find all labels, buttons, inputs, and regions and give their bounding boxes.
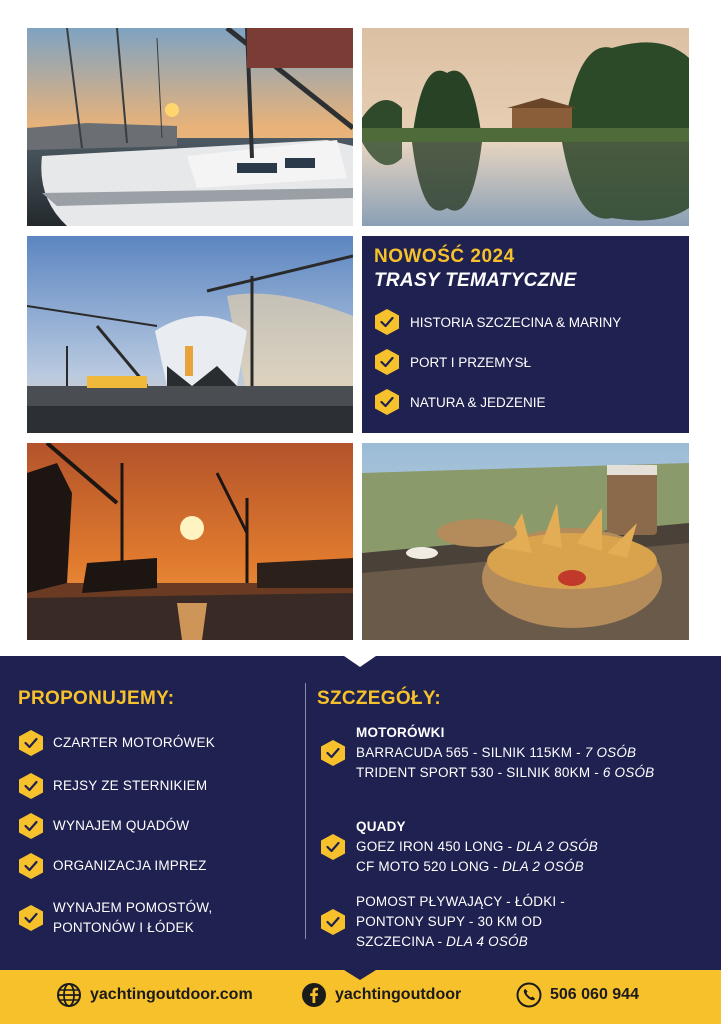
check-hex-icon [18, 904, 44, 932]
news-title-year: NOWOŚĆ 2024 [374, 246, 515, 267]
check-hex-icon [18, 852, 44, 880]
panel-notch [344, 656, 376, 667]
phone-icon [516, 982, 542, 1008]
detail-heading: QUADY [356, 819, 406, 834]
offer-item [18, 852, 207, 880]
check-hex-icon [18, 729, 44, 757]
detail-motorboats [320, 723, 654, 783]
footer-website[interactable] [56, 982, 253, 1008]
facebook-icon [301, 982, 327, 1008]
detail-line: GOEZ IRON 450 LONG - DLA 2 OSÓB [356, 839, 599, 854]
check-hex-icon [320, 908, 346, 936]
detail-quads [320, 817, 598, 877]
news-box [362, 236, 689, 433]
detail-line: BARRACUDA 565 - SILNIK 115KM - 7 OSÓB [356, 745, 637, 760]
offer-item-label: ORGANIZACJA IMPREZ [53, 858, 207, 873]
check-hex-icon [18, 772, 44, 800]
offer-item [18, 729, 215, 757]
offer-item [18, 812, 189, 840]
news-item [374, 382, 677, 422]
detail-capacity: 6 OSÓB [602, 765, 655, 780]
detail-heading: MOTORÓWKI [356, 725, 445, 740]
footer-phone[interactable] [516, 982, 639, 1008]
offer-item-label [53, 898, 212, 938]
offer-item [18, 898, 212, 938]
detail-line: SZCZECINA - DLA 4 OSÓB [356, 934, 528, 949]
detail-line: POMOST PŁYWAJĄCY - ŁÓDKI - [356, 894, 565, 909]
offer-item-label: REJSY ZE STERNIKIEM [53, 778, 208, 793]
news-item-label: NATURA & JEDZENIE [410, 394, 546, 410]
detail-capacity: DLA 2 OSÓB [502, 859, 584, 874]
detail-line: CF MOTO 520 LONG - DLA 2 OSÓB [356, 859, 584, 874]
offer-title: PROPONUJEMY: [18, 688, 175, 709]
news-item-label: PORT I PRZEMYSŁ [410, 354, 532, 370]
detail-line: TRIDENT SPORT 530 - SILNIK 80KM - 6 OSÓB [356, 765, 655, 780]
details-title: SZCZEGÓŁY: [317, 688, 442, 709]
offer-item [18, 772, 207, 800]
detail-capacity: DLA 2 OSÓB [516, 839, 599, 854]
check-hex-icon [320, 833, 346, 861]
check-hex-icon [320, 739, 346, 767]
detail-line: PONTONY SUPY - 30 KM OD [356, 914, 543, 929]
detail-pontoon [320, 892, 565, 952]
news-item-label: HISTORIA SZCZECINA & MARINY [410, 314, 622, 330]
photo-sailboats-sunset [27, 28, 353, 226]
news-item [374, 342, 677, 382]
news-list [374, 302, 677, 422]
footer-phone-text[interactable]: 506 060 944 [550, 986, 639, 1003]
check-hex-icon [374, 308, 400, 336]
footer-facebook-text[interactable]: yachtingoutdoor [335, 986, 462, 1003]
footer-facebook[interactable] [301, 982, 461, 1008]
column-divider [305, 683, 306, 939]
offer-item-line: PONTONÓW I ŁÓDEK [53, 920, 194, 935]
footer-website-text[interactable]: yachtingoutdoor.com [90, 986, 253, 1003]
photo-food-fries [362, 443, 689, 640]
footer-notch [344, 970, 376, 980]
news-item [374, 302, 677, 342]
photo-port-sunset [27, 443, 353, 640]
photo-lake-reflection [362, 28, 689, 226]
offer-item-label: WYNAJEM QUADÓW [53, 818, 190, 833]
news-title-routes: TRASY TEMATYCZNE [374, 270, 577, 291]
offer-item-label: CZARTER MOTORÓWEK [53, 735, 215, 750]
detail-capacity: 7 OSÓB [584, 745, 637, 760]
check-hex-icon [374, 348, 400, 376]
detail-capacity: DLA 4 OSÓB [446, 934, 528, 949]
offer-item-line: WYNAJEM POMOSTÓW, [53, 900, 213, 915]
photo-ship-cranes [27, 236, 353, 433]
globe-icon [56, 982, 82, 1008]
check-hex-icon [18, 812, 44, 840]
check-hex-icon [374, 388, 400, 416]
